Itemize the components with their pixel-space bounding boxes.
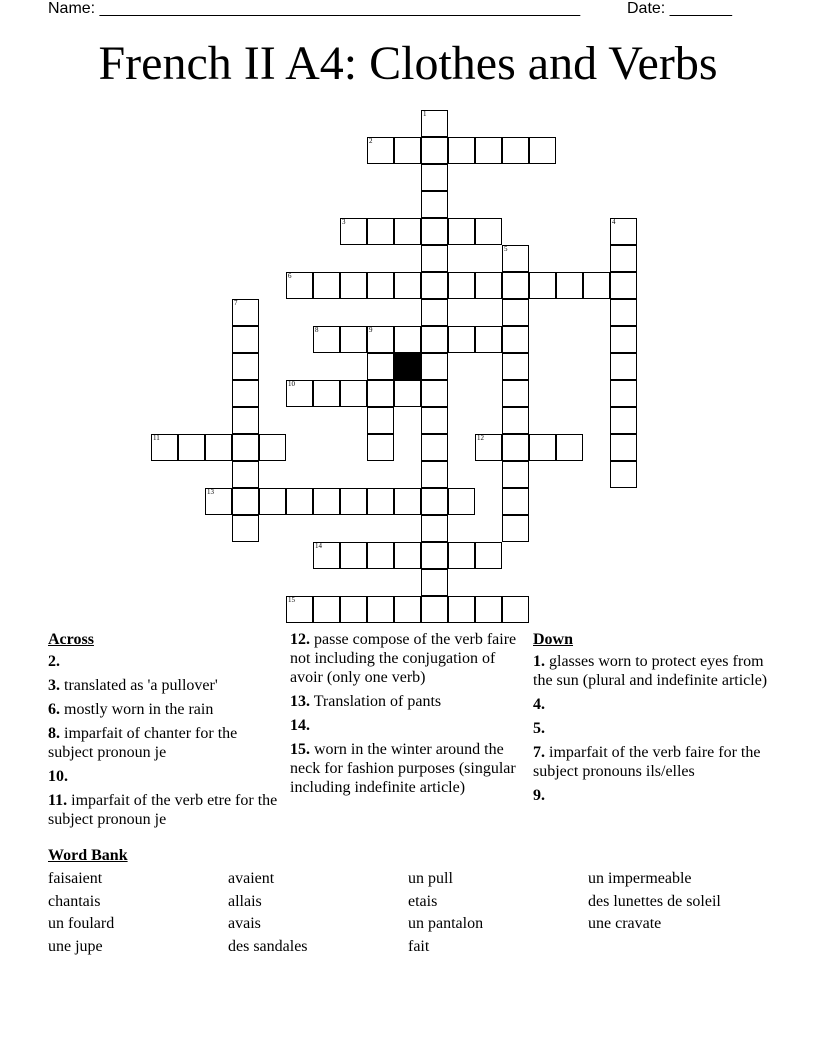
crossword-cell[interactable] [394,326,421,353]
crossword-cell[interactable] [610,434,637,461]
crossword-cell[interactable] [610,407,637,434]
clue-number: 1. [533,653,545,670]
crossword-cell[interactable] [367,488,394,515]
crossword-cell[interactable] [367,542,394,569]
across-clue [290,692,526,711]
crossword-cell[interactable] [421,380,448,407]
clue-text: translated as 'a pullover' [60,677,218,694]
crossword-cell[interactable] [475,596,502,623]
crossword-cell[interactable] [394,137,421,164]
clue-text: imparfait of the verb etre for the subject pronoun je [48,792,278,828]
crossword-cell[interactable] [205,434,232,461]
crossword-cell[interactable] [313,596,340,623]
across-clues [48,630,280,834]
crossword-cell-number: 2 [369,137,373,145]
across-clue [48,724,280,762]
crossword-cell[interactable] [502,380,529,407]
crossword-cell[interactable] [340,218,367,245]
crossword-cell[interactable] [421,272,448,299]
crossword-cell[interactable] [232,434,259,461]
crossword-cell[interactable] [232,353,259,380]
crossword-cell[interactable] [502,299,529,326]
crossword-cell[interactable] [232,299,259,326]
crossword-cell-number: 7 [234,299,238,307]
crossword-cell[interactable] [232,407,259,434]
crossword-cell[interactable] [448,272,475,299]
crossword-cell[interactable] [313,326,340,353]
crossword-cell[interactable] [448,542,475,569]
word-bank-item: des sandales [228,938,308,956]
crossword-cell[interactable] [178,434,205,461]
crossword-cell[interactable] [421,164,448,191]
crossword-cell[interactable] [421,326,448,353]
crossword-cell[interactable] [610,272,637,299]
crossword-cell-number: 14 [315,542,322,550]
clue-text: imparfait of chanter for the subject pronoun je [48,725,238,761]
clue-number: 13. [290,693,310,710]
across-clues-continued [290,630,526,802]
clue-number: 11. [48,792,68,809]
across-clue [48,767,280,786]
down-clue [533,652,769,690]
crossword-cell[interactable] [259,488,286,515]
crossword-cell[interactable] [340,380,367,407]
word-bank-item: une cravate [588,915,662,933]
crossword-cell[interactable] [394,542,421,569]
crossword-cell-number: 4 [612,218,616,226]
crossword-cell-number: 3 [342,218,346,226]
crossword-cell[interactable] [421,218,448,245]
crossword-cell[interactable] [502,596,529,623]
crossword-cell[interactable] [475,542,502,569]
crossword-cell[interactable] [502,461,529,488]
clue-number: 2. [48,653,60,670]
crossword-cell[interactable] [529,137,556,164]
crossword-cell[interactable] [502,353,529,380]
crossword-cell-number: 10 [288,380,295,388]
across-clue [290,716,526,735]
crossword-cell[interactable] [340,488,367,515]
word-bank-item: faisaient [48,870,103,887]
crossword-cell[interactable] [394,218,421,245]
crossword-cell-number: 1 [423,110,427,118]
crossword-cell-number: 13 [207,488,214,496]
crossword-cell[interactable] [610,353,637,380]
crossword-cell[interactable] [421,542,448,569]
crossword-cell[interactable] [502,407,529,434]
crossword-cell[interactable] [394,380,421,407]
down-clue [533,695,769,714]
crossword-cell[interactable] [502,434,529,461]
word-bank-item: un foulard [48,915,115,933]
across-clue [48,652,280,671]
crossword-cell[interactable] [340,272,367,299]
down-clue [533,719,769,738]
crossword-cell-number: 9 [369,326,373,334]
crossword-cell[interactable] [232,515,259,542]
crossword-cell[interactable] [394,272,421,299]
across-clue [48,676,280,695]
crossword-cell[interactable] [610,245,637,272]
down-clue [533,743,769,781]
clue-text: Translation of pants [310,693,442,710]
crossword-cell[interactable] [367,434,394,461]
crossword-cell[interactable] [367,407,394,434]
crossword-cell[interactable] [610,326,637,353]
clue-text: passe compose of the verb faire not including the conjugation of avoir (only one verb) [290,631,517,686]
crossword-cell[interactable] [313,272,340,299]
crossword-cell[interactable] [448,137,475,164]
across-clue [290,740,526,797]
crossword-cell[interactable] [313,488,340,515]
crossword-cell[interactable] [610,218,637,245]
crossword-cell[interactable] [421,299,448,326]
crossword-cell[interactable] [313,380,340,407]
crossword-cell[interactable] [556,434,583,461]
crossword-cell-number: 15 [288,596,295,604]
crossword-cell[interactable] [367,218,394,245]
crossword-cell[interactable] [475,218,502,245]
clue-number: 4. [533,696,545,713]
crossword-cell[interactable] [448,326,475,353]
crossword-cell[interactable] [367,596,394,623]
down-clue [533,786,769,805]
crossword-cell[interactable] [448,488,475,515]
crossword-black-cell [394,353,421,380]
crossword-cell[interactable] [583,272,610,299]
crossword-cell[interactable] [421,191,448,218]
crossword-cell-number: 11 [153,434,160,442]
crossword-cell[interactable] [286,488,313,515]
crossword-cell[interactable] [529,434,556,461]
crossword-cell[interactable] [502,515,529,542]
crossword-cell[interactable] [421,461,448,488]
crossword-cell[interactable] [421,434,448,461]
page-title: French II A4: Clothes and Verbs [98,37,718,90]
crossword-cell[interactable] [421,110,448,137]
crossword-cell-number: 5 [504,245,508,253]
crossword-cell[interactable] [394,596,421,623]
crossword-cell[interactable] [556,272,583,299]
word-bank-item: avaient [228,870,275,887]
crossword-cell[interactable] [421,407,448,434]
crossword-cell[interactable] [610,380,637,407]
crossword-cell[interactable] [448,596,475,623]
crossword-cell[interactable] [232,326,259,353]
crossword-cell[interactable] [232,461,259,488]
crossword-cell[interactable] [232,380,259,407]
word-bank-item: chantais [48,892,101,910]
across-clue [48,700,280,719]
crossword-cell[interactable] [205,488,232,515]
word-bank-item: fait [408,938,430,956]
crossword-cell[interactable] [502,272,529,299]
crossword-cell[interactable] [421,353,448,380]
clue-text: mostly worn in the rain [60,701,214,718]
crossword-cell[interactable] [502,245,529,272]
crossword-cell[interactable] [340,542,367,569]
word-bank-item: un impermeable [588,870,692,887]
crossword-cell[interactable] [367,272,394,299]
crossword-cell[interactable] [286,380,313,407]
crossword-cell[interactable] [286,272,313,299]
crossword-cell[interactable] [421,515,448,542]
down-heading: Down [533,631,574,648]
crossword-cell[interactable] [151,434,178,461]
crossword-cell[interactable] [421,596,448,623]
across-clue [290,630,526,687]
clue-number: 15. [290,741,310,758]
crossword-cell[interactable] [502,137,529,164]
clue-number: 6. [48,701,60,718]
crossword-cell[interactable] [610,461,637,488]
across-heading: Across [48,631,94,648]
crossword-cell[interactable] [394,488,421,515]
crossword-cell[interactable] [340,596,367,623]
crossword-cell[interactable] [367,353,394,380]
crossword-cell[interactable] [502,326,529,353]
word-bank-item: etais [408,892,438,910]
crossword-cell[interactable] [475,326,502,353]
word-bank-item: des lunettes de soleil [588,892,721,910]
down-clues [533,630,769,810]
crossword-cell[interactable] [313,542,340,569]
word-bank-item: une jupe [48,938,103,956]
crossword-cell[interactable] [421,137,448,164]
crossword-cell-number: 6 [288,272,292,280]
crossword-cell[interactable] [475,137,502,164]
crossword-cell[interactable] [340,326,367,353]
crossword-cell[interactable] [232,488,259,515]
crossword-cell[interactable] [259,434,286,461]
across-clue [48,791,280,829]
crossword-cell[interactable] [475,434,502,461]
word-bank-item: avais [228,915,261,933]
word-bank-item: un pantalon [408,915,484,933]
word-bank-item: un pull [408,870,453,887]
crossword-cell[interactable] [448,218,475,245]
clue-number: 8. [48,725,60,742]
date-field-label[interactable]: Date: _______ [627,0,732,17]
clue-number: 14. [290,717,310,734]
crossword-cell-number: 8 [315,326,319,334]
clue-number: 10. [48,768,68,785]
crossword-cell[interactable] [421,245,448,272]
crossword-cell[interactable] [529,272,556,299]
crossword-cell[interactable] [286,596,313,623]
crossword-cell[interactable] [367,326,394,353]
crossword-cell-number: 12 [477,434,484,442]
clue-text: worn in the winter around the neck for fashion purposes (singular including indefinite article) [290,741,516,796]
crossword-cell[interactable] [367,137,394,164]
clue-number: 9. [533,787,545,804]
crossword-cell[interactable] [610,299,637,326]
clue-text: imparfait of the verb faire for the subject pronouns ils/elles [533,744,761,780]
crossword-cell[interactable] [421,569,448,596]
clue-number: 12. [290,631,310,648]
clue-number: 3. [48,677,60,694]
word-bank-heading: Word Bank [48,847,128,864]
clue-number: 5. [533,720,545,737]
header [48,0,768,20]
word-bank-item: allais [228,892,262,910]
clue-text: glasses worn to protect eyes from the sun (plural and indefinite article) [533,653,768,689]
crossword-cell[interactable] [475,272,502,299]
crossword-cell[interactable] [421,488,448,515]
clue-number: 7. [533,744,545,761]
name-field-label[interactable]: Name: ______________________________________________________ [48,0,581,17]
crossword-cell[interactable] [367,380,394,407]
crossword-cell[interactable] [502,488,529,515]
